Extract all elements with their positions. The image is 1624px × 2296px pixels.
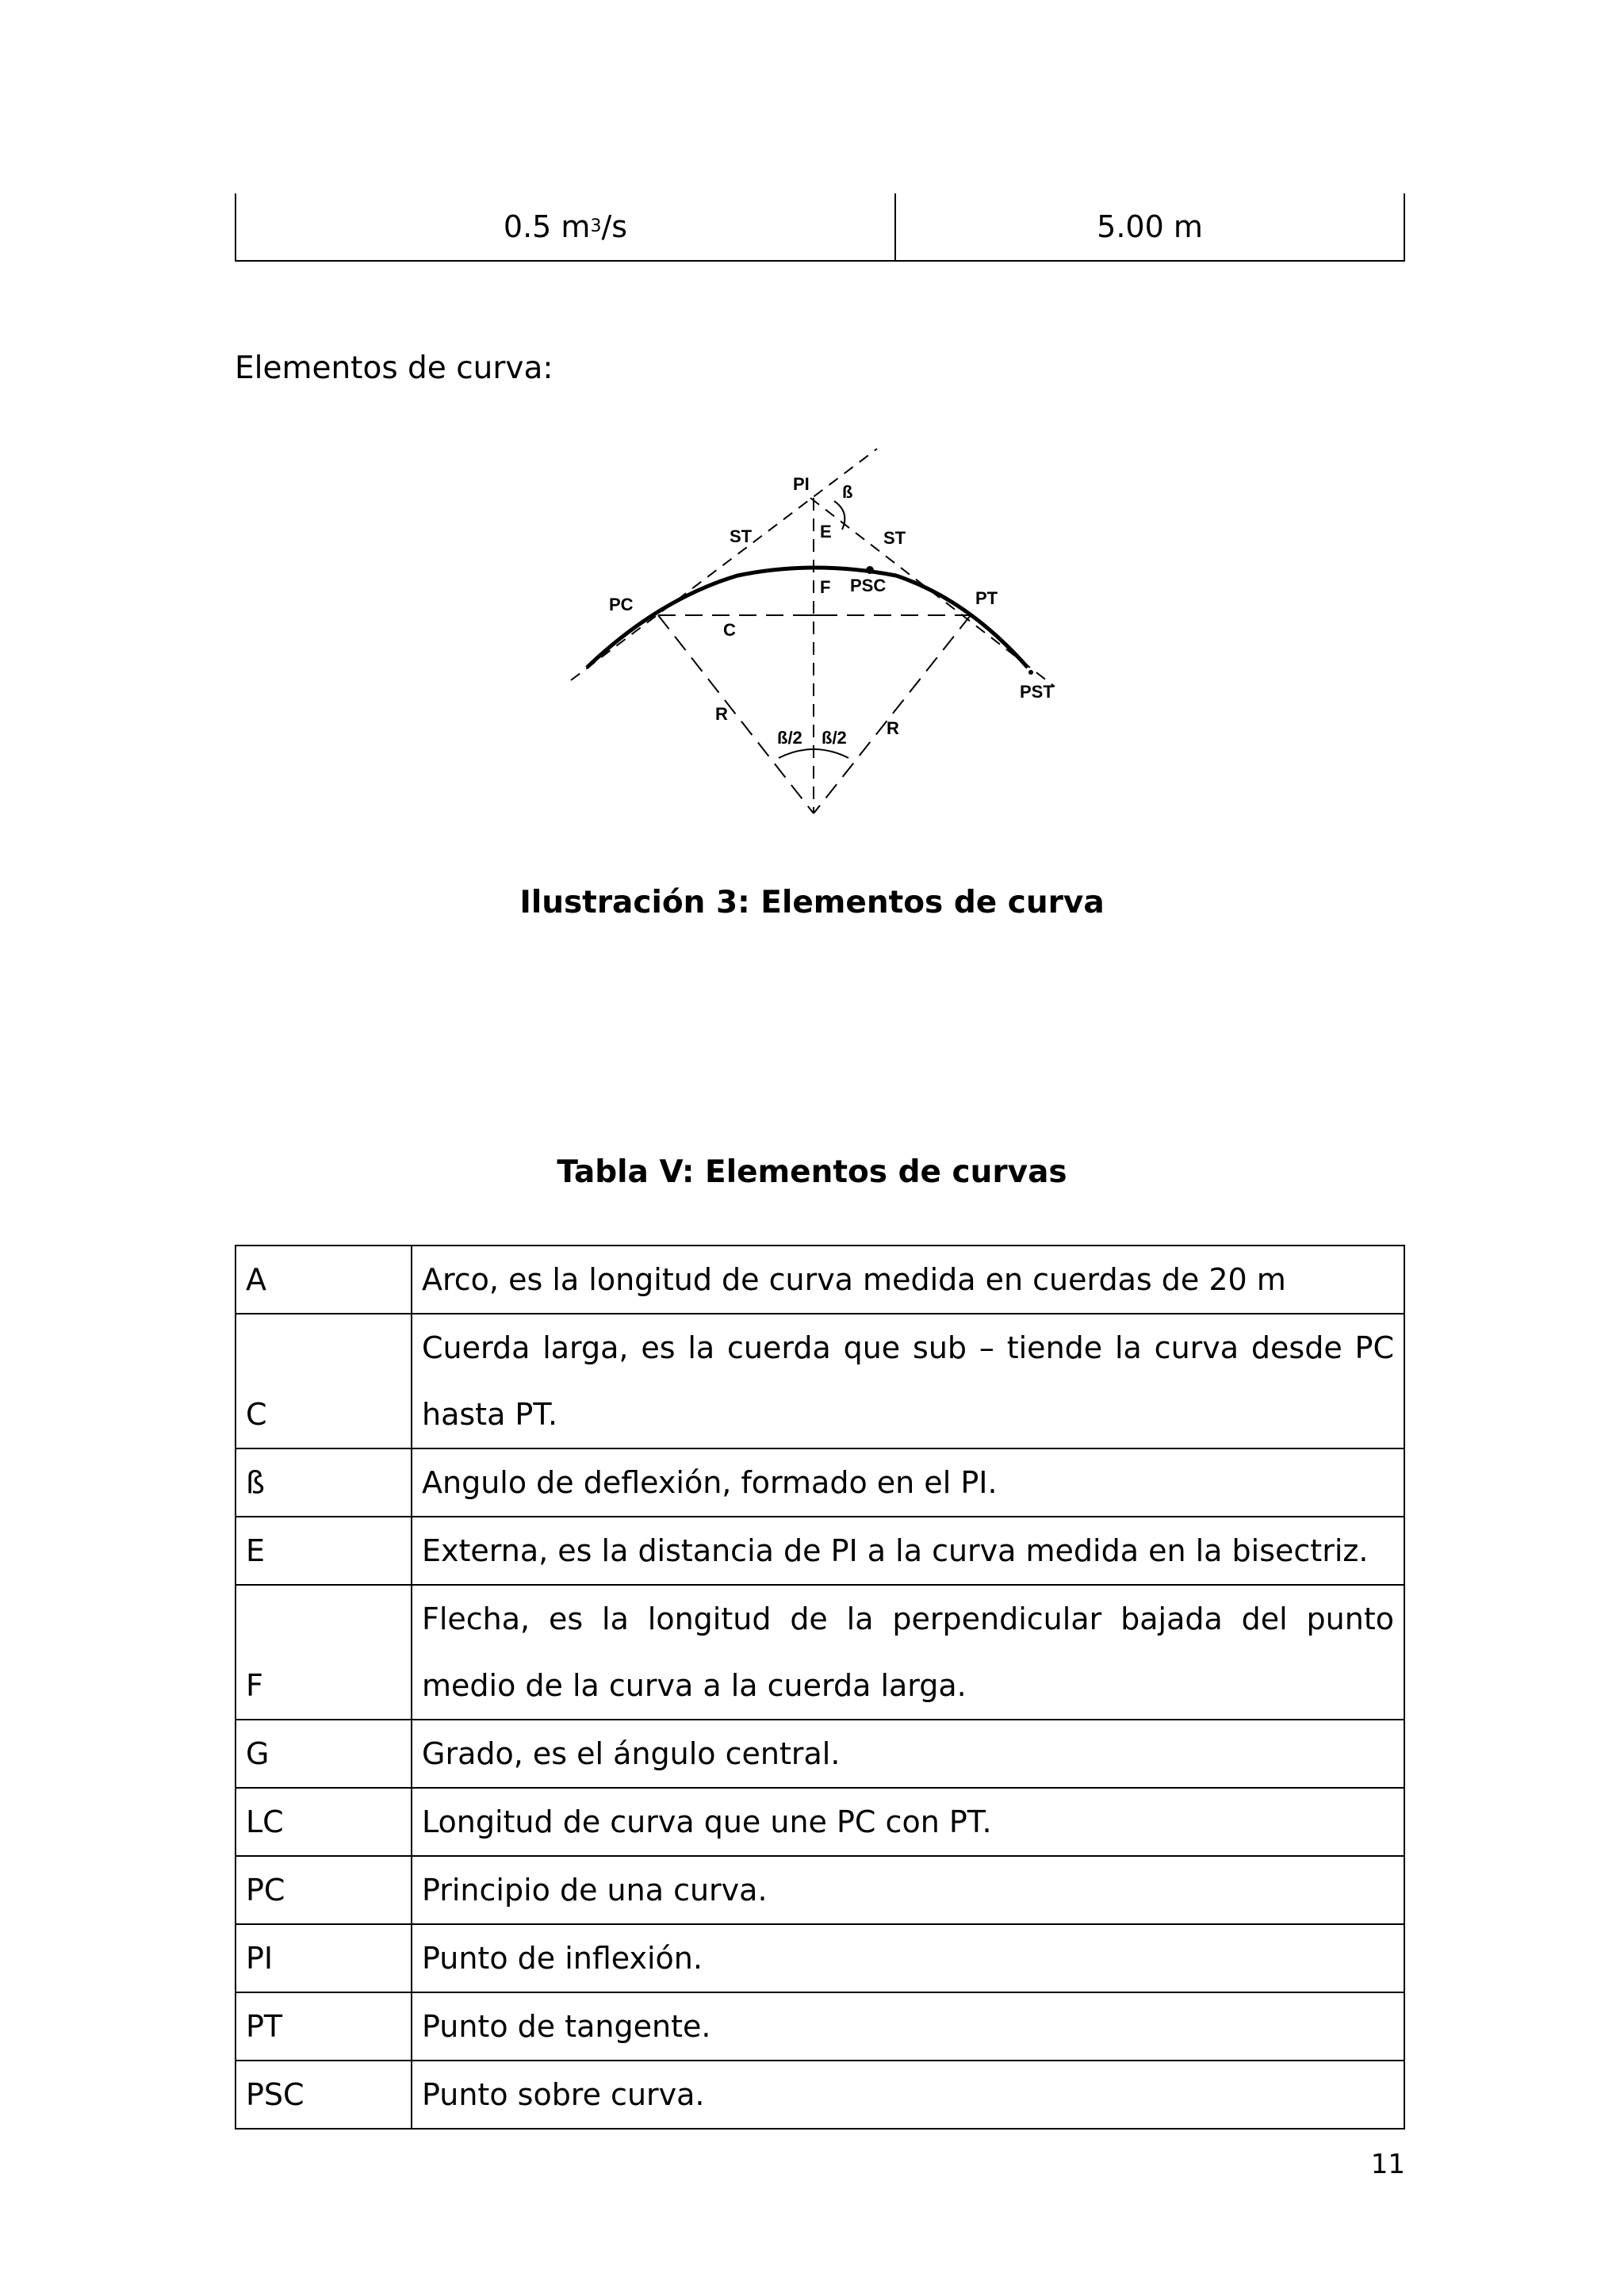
element-symbol: E [236,1517,412,1585]
label-r-left: R [715,704,728,724]
label-half-beta-right: ß/2 [822,728,847,748]
element-symbol: A [236,1246,412,1314]
element-description: Punto de tangente. [412,1992,1404,2061]
pst-point [1028,670,1033,675]
label-pst: PST [1020,682,1054,702]
left-radius-line [658,615,814,813]
element-description: Grado, es el ángulo central. [412,1720,1404,1788]
flow-table-continuation [235,193,1405,262]
element-symbol: ß [236,1448,412,1517]
label-st-left: ST [730,526,753,546]
label-half-beta-left: ß/2 [777,728,802,748]
label-pc: PC [609,595,634,614]
element-description: Punto sobre curva. [412,2061,1404,2129]
psc-point [866,566,874,574]
page-number: 11 [1370,2149,1405,2180]
table-row [236,2061,1404,2129]
element-description: Cuerda larga, es la cuerda que sub – tiende la curva desde PC hasta PT. [412,1314,1404,1448]
table-row [236,1992,1404,2061]
intro-text: Elementos de curva: [235,350,553,386]
label-c: C [723,620,736,640]
curve-elements-diagram [555,441,1071,829]
flow-value: 0.5 m [503,209,591,244]
element-description: Externa, es la distancia de PI a la curva medida en la bisectriz. [412,1517,1404,1585]
label-f: F [820,577,831,597]
label-e: E [820,522,832,541]
element-symbol: G [236,1720,412,1788]
element-symbol: PT [236,1992,412,2061]
element-description: Flecha, es la longitud de la perpendicular bajada del punto medio de la curva a la cuerda larga. [412,1585,1404,1720]
element-symbol: PC [236,1856,412,1924]
element-symbol: F [236,1585,412,1720]
left-tangent-line [571,449,877,680]
element-symbol: PSC [236,2061,412,2129]
table-row [236,1788,1404,1856]
curve-elements-table [235,1245,1405,2130]
table-row [236,1448,1404,1517]
element-description: Principio de una curva. [412,1856,1404,1924]
right-radius-line [814,615,971,813]
label-r-right: R [887,718,899,738]
table-caption: Tabla V: Elementos de curvas [557,1154,1067,1190]
label-beta: ß [842,482,853,502]
table-row [236,1314,1404,1448]
element-description: Punto de inflexión. [412,1924,1404,1992]
table-row [236,1517,1404,1585]
element-symbol: C [236,1314,412,1448]
label-pt: PT [975,588,998,608]
table-row [236,1856,1404,1924]
element-description: Angulo de deflexión, formado en el PI. [412,1448,1404,1517]
table-row [236,1246,1404,1314]
width-cell [896,193,1404,260]
label-psc: PSC [850,576,887,595]
element-symbol: LC [236,1788,412,1856]
flow-unit: /s [601,209,628,244]
figure-caption: Ilustración 3: Elementos de curva [519,885,1105,920]
element-description: Longitud de curva que une PC con PT. [412,1788,1404,1856]
element-description: Arco, es la longitud de curva medida en cuerdas de 20 m [412,1246,1404,1314]
table-row [236,1924,1404,1992]
deflection-angle-arc [834,501,845,530]
width-value: 5.00 m [1097,209,1203,244]
table-row [236,1585,1404,1720]
label-st-right: ST [883,528,906,548]
table-row [236,1720,1404,1788]
flow-cell: 0.5 m 3 /s [236,193,896,260]
label-pi: PI [793,474,810,494]
element-symbol: PI [236,1924,412,1992]
